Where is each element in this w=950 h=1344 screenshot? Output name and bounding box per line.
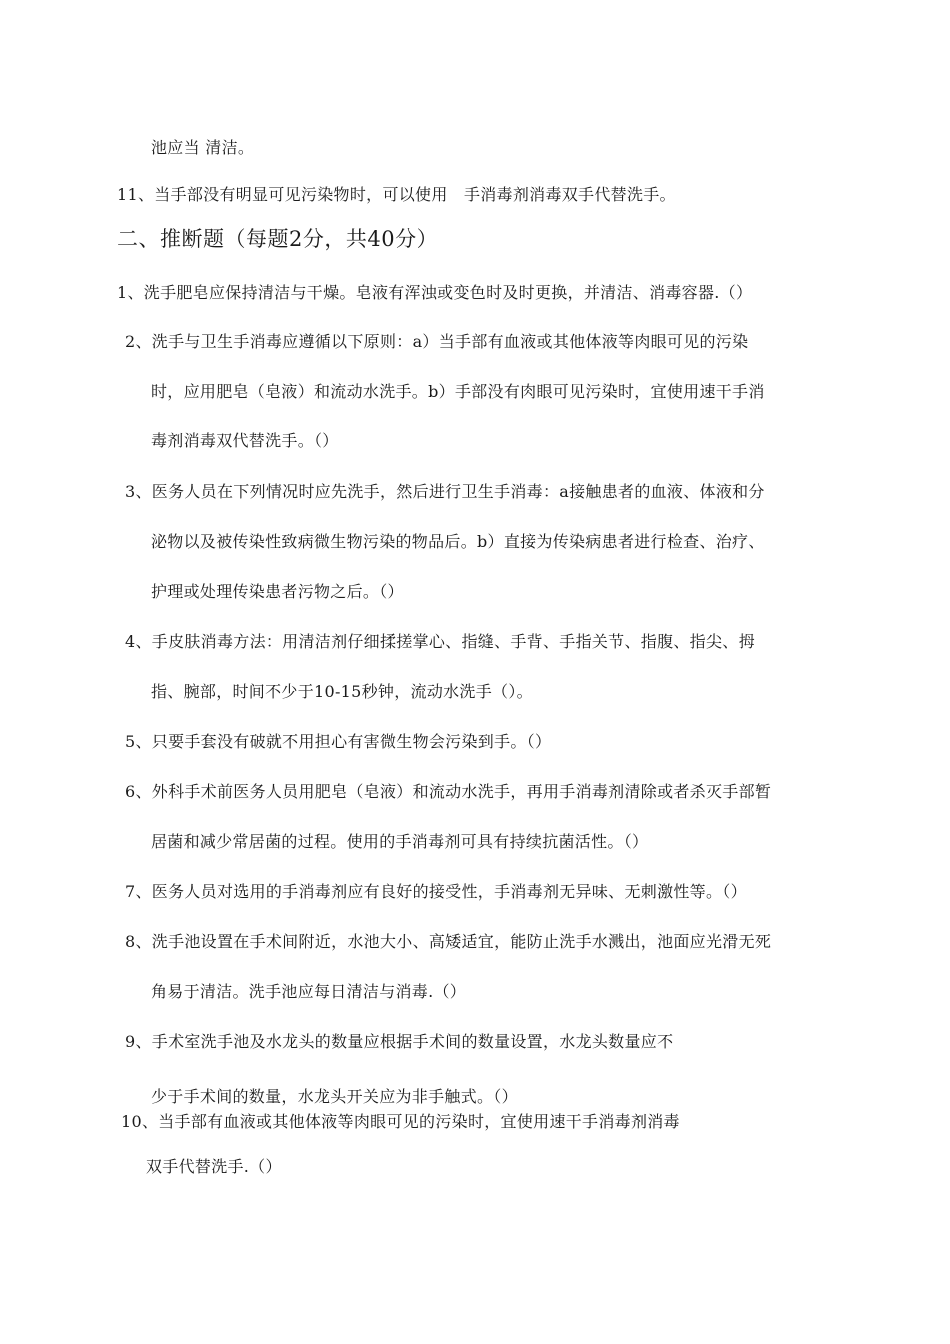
judgment-question-2-line-3: 毒剂消毒双代替洗手。（） bbox=[151, 431, 339, 450]
judgment-question-10-line-1: 10、当手部有血液或其他体液等肉眼可见的污染时，宜使用速干手消毒剂消毒 bbox=[121, 1112, 680, 1131]
judgment-question-8-line-1: 8、洗手池设置在手术间附近，水池大小、高矮适宜，能防止洗手水溅出，池面应光滑无死 bbox=[125, 932, 772, 951]
judgment-question-4-line-2: 指、腕部，时间不少于10-15秒钟，流动水洗手（）。 bbox=[151, 682, 533, 701]
judgment-question-2-line-1: 2、洗手与卫生手消毒应遵循以下原则：a）当手部有血液或其他体液等肉眼可见的污染 bbox=[125, 332, 749, 351]
prev-question-continuation: 池应当 清洁。 bbox=[151, 138, 255, 157]
judgment-question-3-line-1: 3、医务人员在下列情况时应先洗手，然后进行卫生手消毒：a接触患者的血液、体液和分 bbox=[125, 482, 765, 501]
judgment-question-6-line-2: 居菌和减少常居菌的过程。使用的手消毒剂可具有持续抗菌活性。（） bbox=[151, 832, 649, 851]
judgment-question-6-line-1: 6、外科手术前医务人员用肥皂（皂液）和流动水洗手，再用手消毒剂清除或者杀灭手部暂 bbox=[125, 782, 772, 801]
judgment-question-3-line-2: 泌物以及被传染性致病微生物污染的物品后。b）直接为传染病患者进行检查、治疗、 bbox=[151, 532, 765, 551]
section-heading: 二、推断题（每题2分，共40分） bbox=[117, 227, 439, 251]
judgment-question-10-line-2: 双手代替洗手.（） bbox=[146, 1157, 282, 1176]
judgment-question-5: 5、只要手套没有破就不用担心有害微生物会污染到手。（） bbox=[125, 732, 552, 751]
question-11: 11、当手部没有明显可见污染物时，可以使用 手消毒剂消毒双手代替洗手。 bbox=[117, 185, 676, 204]
judgment-question-7: 7、医务人员对选用的手消毒剂应有良好的接受性，手消毒剂无异味、无刺激性等。（） bbox=[125, 882, 747, 901]
judgment-question-2-line-2: 时，应用肥皂（皂液）和流动水洗手。b）手部没有肉眼可见污染时，宜使用速干手消 bbox=[151, 382, 765, 401]
judgment-question-4-line-1: 4、手皮肤消毒方法：用清洁剂仔细揉搓掌心、指缝、手背、手指关节、指腹、指尖、拇 bbox=[125, 632, 755, 651]
judgment-question-9-line-2: 少于手术间的数量，水龙头开关应为非手触式。（） bbox=[151, 1087, 518, 1106]
judgment-question-3-line-3: 护理或处理传染患者污物之后。（） bbox=[151, 582, 404, 601]
judgment-question-8-line-2: 角易于清洁。洗手池应每日清洁与消毒.（） bbox=[151, 982, 467, 1001]
judgment-question-1: 1、洗手肥皂应保持清洁与干燥。皂液有浑浊或变色时及时更换，并清洁、消毒容器.（） bbox=[117, 283, 753, 302]
judgment-question-9-line-1: 9、手术室洗手池及水龙头的数量应根据手术间的数量设置，水龙头数量应不 bbox=[125, 1032, 674, 1051]
